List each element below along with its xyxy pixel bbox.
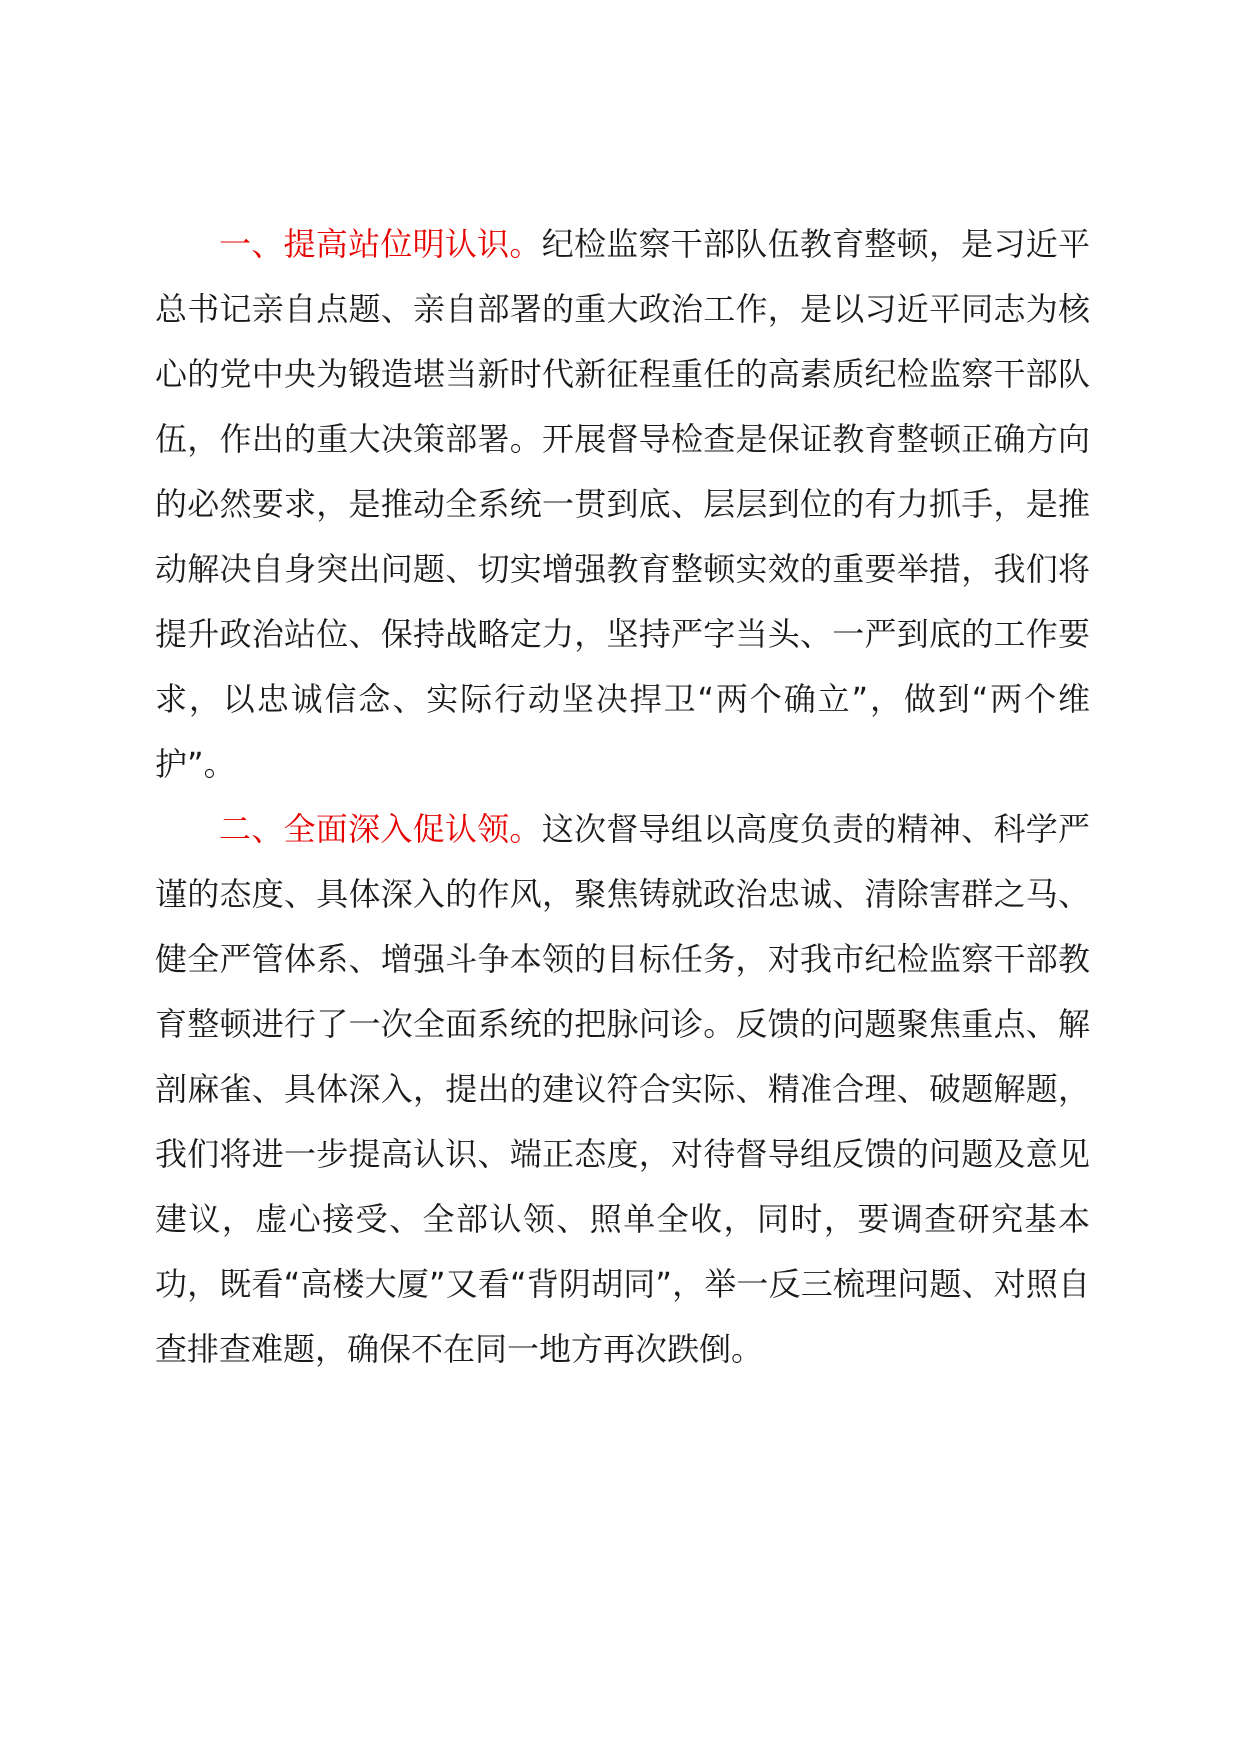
section-heading-2: 二、全面深入促认领。 (219, 810, 542, 848)
section-body-2: 这次督导组以高度负责的精神、科学严谨的态度、具体深入的作风，聚焦铸就政治忠诚、清除害群之马、健全严管体系、增强斗争本领的目标任务，对我市纪检监察干部教育整顿进行了一次全面系统的把脉问诊。反馈的问题聚焦重点、解剖麻雀、具体深入，提出的建议符合实际、精准合理、破题解题，我们将进一步提高认识、端正态度，对待督导组反馈的问题及意见建议，虚心接受、全部认领、照单全收，同时，要调查研究基本功，既看“高楼大厦”又看“背阴胡同”，举一反三梳理问题、对照自查排查难题，确保不在同一地方再次跌倒。 (155, 810, 1090, 1368)
section-body-1: 纪检监察干部队伍教育整顿，是习近平总书记亲自点题、亲自部署的重大政治工作，是以习近平同志为核心的党中央为锻造堪当新时代新征程重任的高素质纪检监察干部队伍，作出的重大决策部署。开展督导检查是保证教育整顿正确方向的必然要求，是推动全系统一贯到底、层层到位的有力抓手，是推动解决自身突出问题、切实增强教育整顿实效的重要举措，我们将提升政治站位、保持战略定力，坚持严字当头、一严到底的工作要求，以忠诚信念、实际行动坚决捍卫“两个确立”，做到“两个维护”。 (155, 225, 1090, 783)
section-heading-1: 一、提高站位明认识。 (219, 225, 542, 263)
paragraph-section-1 (155, 212, 1090, 797)
document-body (155, 212, 1090, 1382)
paragraph-section-2 (155, 797, 1090, 1382)
